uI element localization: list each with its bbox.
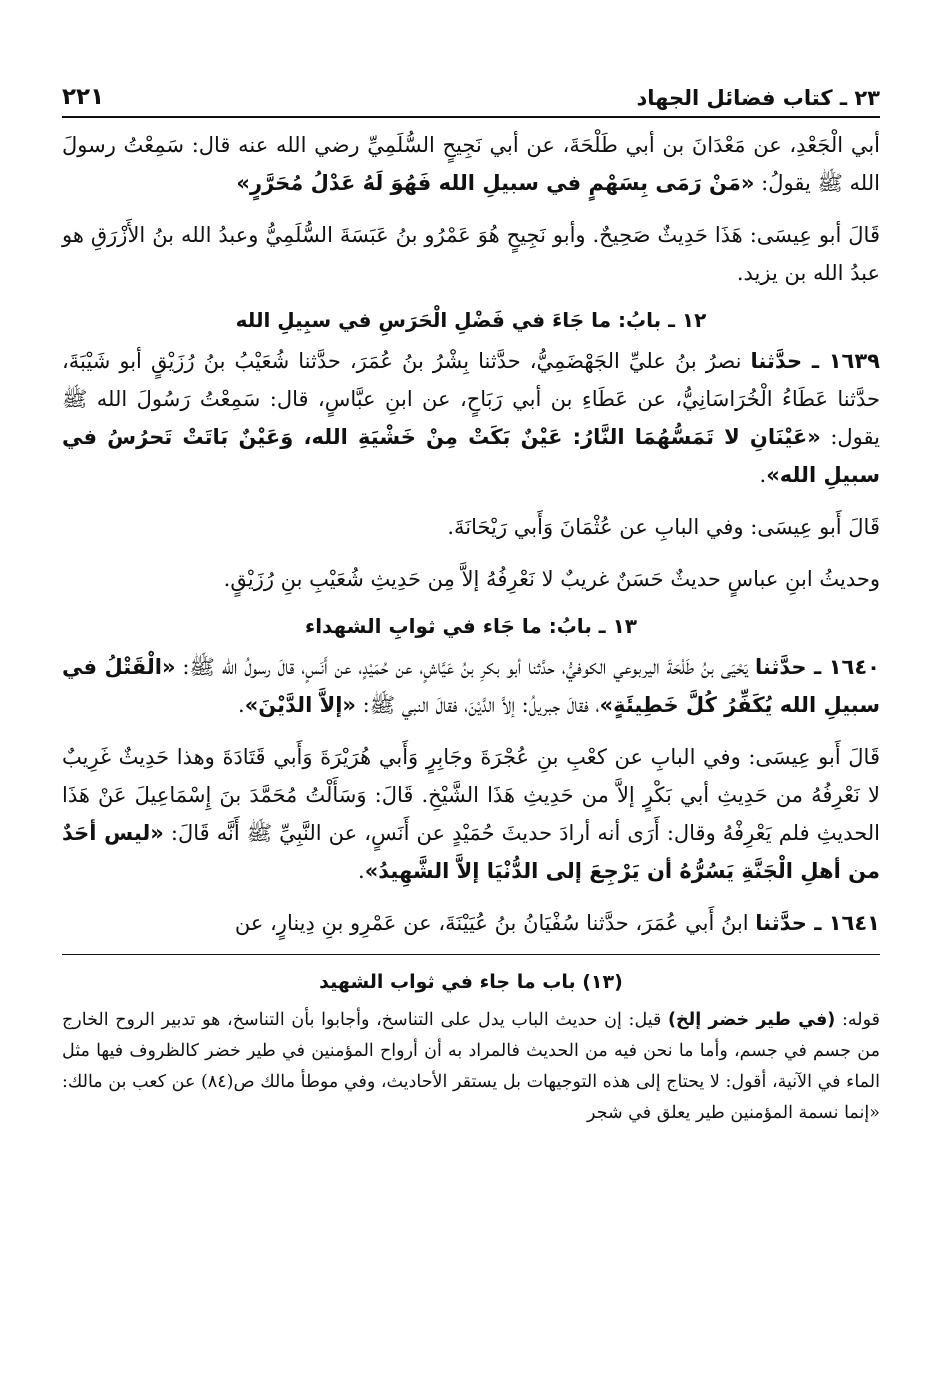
footnote-divider	[62, 954, 880, 955]
footnote-bold-phrase: (في طير خضر إلخ)	[668, 1010, 836, 1030]
paragraph-1-text: أبي الْجَعْدِ، عن مَعْدَانَ بن أبي طَلْحَةَ، عن أبي نَجِيحٍ السُّلَمِيِّ رضي الله عنه قال: سَمِعْتُ رسولَ الله ﷺ يقولُ:	[62, 133, 880, 195]
hadith-1640-quote-1: «الْقَتْلُ في سبيلِ الله يُكَفِّرُ كُلَّ خَطِيئَةٍ»	[62, 655, 880, 717]
paragraph-2: قَالَ أبو عِيسَى: هَذَا حَدِيثٌ صَحِيحٌ. وأبو نَجِيحٍ هُوَ عَمْرُو بنُ عَبَسَةَ السُّلَمِيُّ وعبدُ الله بنُ الأَزْرَقِ هو عبدُ الله بن يزيد.	[62, 223, 880, 285]
page-header	[62, 70, 880, 118]
hadith-1641-label: ١٦٤١ ـ حدَّثنا	[755, 911, 880, 935]
footnote-section	[62, 965, 880, 1129]
chapter-heading-12: ١٢ ـ بابُ: ما جَاءَ في فَضْلِ الْحَرَسِ في سبِيلِ الله	[235, 308, 707, 332]
hadith-1639	[62, 342, 880, 494]
hadith-1640-end: .	[238, 693, 245, 717]
hadith-1640	[62, 648, 880, 724]
paragraph-5-text: قَالَ أَبو عِيسَى: وفي البابِ عن كعْبِ بنِ عُجْرَةَ وجَابِرٍ وَأَبي هُرَيْرَةَ وَأَبي قَتَادَةَ وهذا حَدِيثٌ غَرِيبٌ لا نَعْرِفُهُ من حَدِيثِ أبي بَكْرٍ إلاَّ من حَدِيثِ هَذَا الشَّيْخِ. قَالَ: وَسَأَلْتُ مُحَمَّدَ بنَ إِسْمَاعِيلَ عَنْ هَذَا الحديثِ فلم يَعْرِفْهُ وقال: أَرَى أنه أرادَ حديثَ حُمَيْدٍ عن أَنَسٍ، عن النَّبِيِّ ﷺ أَنَّه قَالَ:	[62, 745, 880, 845]
paragraph-5-quote: «ليس أحَدٌ من أهلِ الْجَنَّةِ يَسُرُّهُ أن يَرْجِعَ إلى الدُّنْيَا إلاَّ الشَّهِيدُ»	[62, 821, 880, 883]
chapter-title: ٢٣ ـ كتاب فضائل الجهاد	[636, 86, 880, 110]
footnote-text: قيل: إن حديث الباب يدل على التناسخ، وأجابوا بأن التناسخ، هو تدبير الروح الخارج من جسم في جسم، وأما ما نحن فيه من الحديث فالمراد به أن أرواح المؤمنين في طير خضر كالظروف فيها مثل الماء في الآنية، أقول: لا يحتاج إلى هذه التوجيهات بل يستقر الأحاديث، وفي موطأ مالك ص(٨٤) عن كعب بن مالك: «إنما نسمة المؤمنين طير يعلق في شجر	[62, 1010, 880, 1123]
paragraph-1	[62, 126, 880, 202]
page-number: ٢٢١	[62, 84, 105, 110]
paragraph-5-end: .	[358, 859, 365, 883]
hadith-1640-label: ١٦٤٠ ـ حدَّثنا	[754, 655, 880, 679]
footnote-paragraph	[62, 1005, 880, 1129]
hadith-1640-middle: ، فقالَ جبريلُ: إلاَّ الدَّيْنَ، فقالَ النبي ﷺ:	[355, 693, 600, 717]
hadith-1641	[62, 904, 880, 942]
paragraph-4: وحديثُ ابنِ عباسٍ حديثٌ حَسَنٌ غريبٌ لا نَعْرِفُهُ إلاَّ مِن حَدِيثِ شُعَيْبِ بنِ رُزَيْقٍ.	[223, 567, 880, 591]
main-text	[62, 126, 880, 942]
book-page	[62, 70, 880, 1129]
hadith-1639-quote: «عَيْنَانِ لا تَمَسُّهُمَا النَّارُ: عَيْنٌ بَكَتْ مِنْ خَشْيَةِ الله، وَعَيْنٌ بَاتَتْ تَحرُسُ في سبيلِ الله»	[62, 425, 880, 487]
paragraph-5	[62, 738, 880, 890]
hadith-1639-end: .	[759, 463, 767, 487]
footnote-title: (١٣) باب ما جاء في ثواب الشهيد	[319, 971, 623, 993]
hadith-1640-quote-2: «إلاَّ الدَّيْنَ»	[244, 693, 356, 717]
hadith-1640-text: يَحْيَى بنُ طَلْحَةَ اليربوعي الكوفيُّ، حدَّثنا أبو بكرِ بنُ عَيَّاشٍ، عن حُمَيْدٍ، عن أَنَسٍ، قالَ رسولُ الله ﷺ:	[175, 655, 755, 679]
chapter-heading-13: ١٣ ـ بابُ: ما جَاء في ثوابِ الشهداء	[304, 614, 638, 638]
hadith-1639-label: ١٦٣٩ ـ حدَّثنا	[750, 349, 880, 373]
paragraph-3: قَالَ أَبو عِيسَى: وفي البابِ عن عُثْمَانَ وَأَبي رَيْحَانَةَ.	[447, 515, 880, 539]
hadith-1641-text: ابنُ أَبي عُمَرَ، حدَّثنا سُفْيَانُ بنُ عُيَيْنَةَ، عن عَمْرِو بنِ دِينارٍ، عن	[234, 911, 756, 935]
footnote-intro: قوله:	[835, 1010, 880, 1030]
hadith-quote: «مَنْ رَمَى بِسَهْمٍ في سبيلِ الله فَهُوَ لَهُ عَدْلُ مُحَرَّرٍ»	[236, 171, 755, 195]
hadith-1639-text: نصرُ بنُ عليِّ الجَهْضَمِيُّ، حدَّثنا بِشْرُ بنُ عُمَرَ، حدَّثنا شُعَيْبُ بنُ رُزَيْقٍ أبو شَيْبَةَ، حدَّثنا عَطَاءُ الْخُرَاسَانِيُّ، عن عَطَاءِ بن أبي رَبَاحٍ، عن ابنِ عبَّاسٍ، قال: سَمِعْتُ رَسُولَ الله ﷺ يقول:	[62, 349, 880, 449]
